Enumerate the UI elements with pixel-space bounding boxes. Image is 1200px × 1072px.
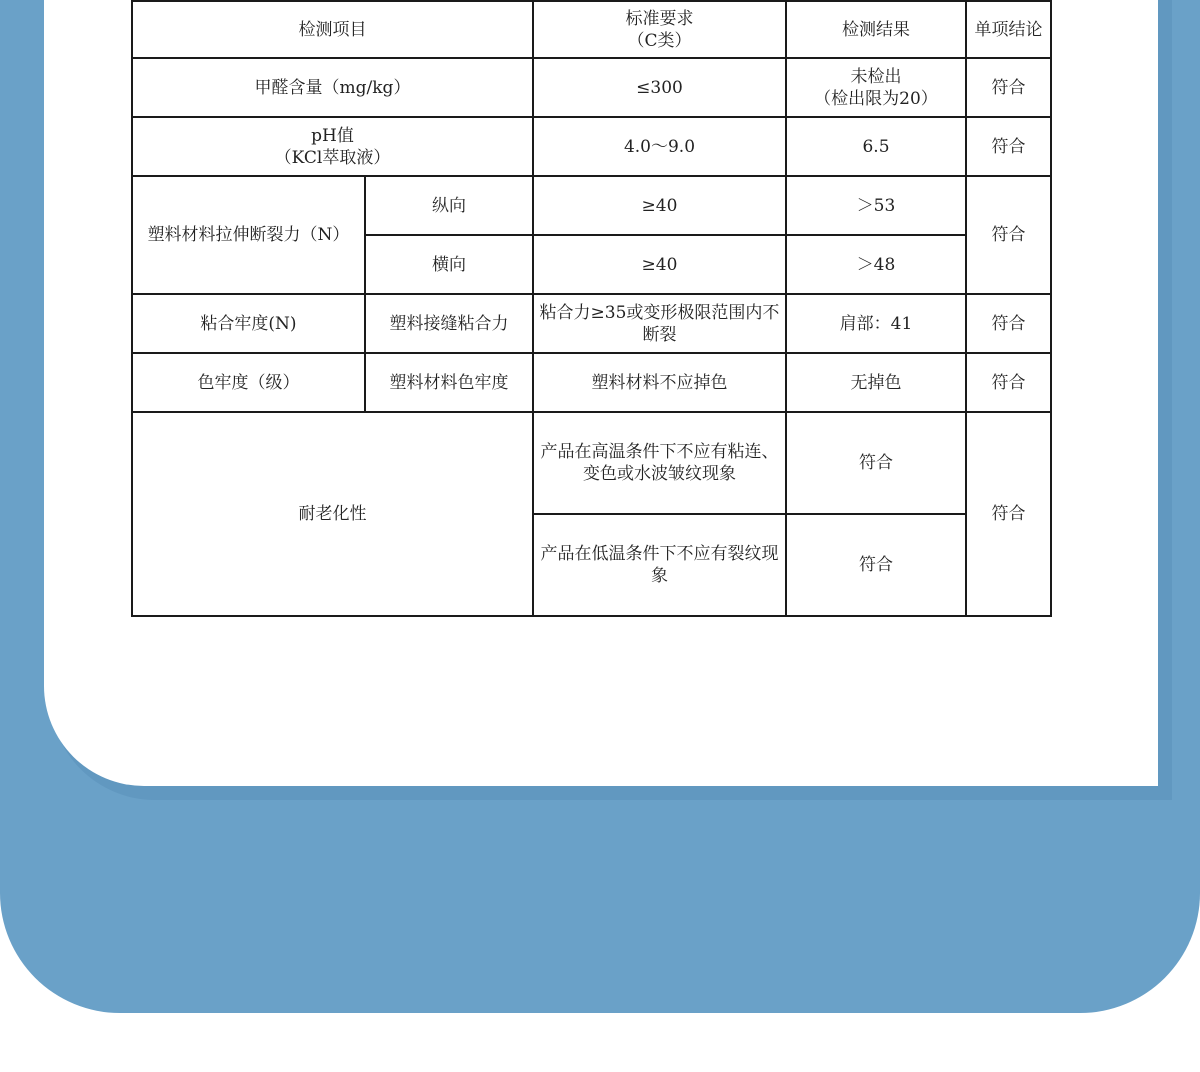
- table-row: [132, 117, 1051, 176]
- row-item: 塑料材料拉伸断裂力（N）: [132, 176, 365, 294]
- row-standard: ≥40: [533, 176, 786, 235]
- row-conclusion: 符合: [966, 58, 1051, 117]
- row-subitem: 塑料材料色牢度: [365, 353, 533, 412]
- row-conclusion: 符合: [966, 176, 1051, 294]
- row-result: 符合: [786, 514, 966, 616]
- row-result: 符合: [786, 412, 966, 514]
- table-row: [132, 176, 1051, 235]
- table-row: [132, 58, 1051, 117]
- row-standard: 产品在低温条件下不应有裂纹现象: [533, 514, 786, 616]
- row-item: 色牢度（级）: [132, 353, 365, 412]
- row-subitem: 纵向: [365, 176, 533, 235]
- header-conclusion: 单项结论: [966, 1, 1051, 58]
- row-subitem: 横向: [365, 235, 533, 294]
- table-header-row: [132, 1, 1051, 58]
- row-standard: 4.0～9.0: [533, 117, 786, 176]
- row-item: 甲醛含量（mg/kg）: [132, 58, 533, 117]
- header-item: 检测项目: [132, 1, 533, 58]
- row-conclusion: 符合: [966, 353, 1051, 412]
- row-subitem: 塑料接缝粘合力: [365, 294, 533, 353]
- row-item: 耐老化性: [132, 412, 533, 616]
- row-conclusion: 符合: [966, 294, 1051, 353]
- row-conclusion: 符合: [966, 117, 1051, 176]
- header-standard: 标准要求 （C类）: [533, 1, 786, 58]
- table-row: [132, 353, 1051, 412]
- row-result: 未检出 （检出限为20）: [786, 58, 966, 117]
- row-standard: 粘合力≥35或变形极限范围内不断裂: [533, 294, 786, 353]
- row-result: 肩部：41: [786, 294, 966, 353]
- row-result: ＞53: [786, 176, 966, 235]
- row-result: ＞48: [786, 235, 966, 294]
- inspection-results-table: [131, 0, 1052, 617]
- row-item: pH值 （KCl萃取液）: [132, 117, 533, 176]
- row-standard: ≥40: [533, 235, 786, 294]
- row-result: 无掉色: [786, 353, 966, 412]
- row-standard: ≤300: [533, 58, 786, 117]
- row-conclusion: 符合: [966, 412, 1051, 616]
- table-row: [132, 294, 1051, 353]
- row-standard: 产品在高温条件下不应有粘连、变色或水波皱纹现象: [533, 412, 786, 514]
- header-result: 检测结果: [786, 1, 966, 58]
- row-item: 粘合牢度(N): [132, 294, 365, 353]
- row-standard: 塑料材料不应掉色: [533, 353, 786, 412]
- row-result: 6.5: [786, 117, 966, 176]
- table-row: [132, 412, 1051, 514]
